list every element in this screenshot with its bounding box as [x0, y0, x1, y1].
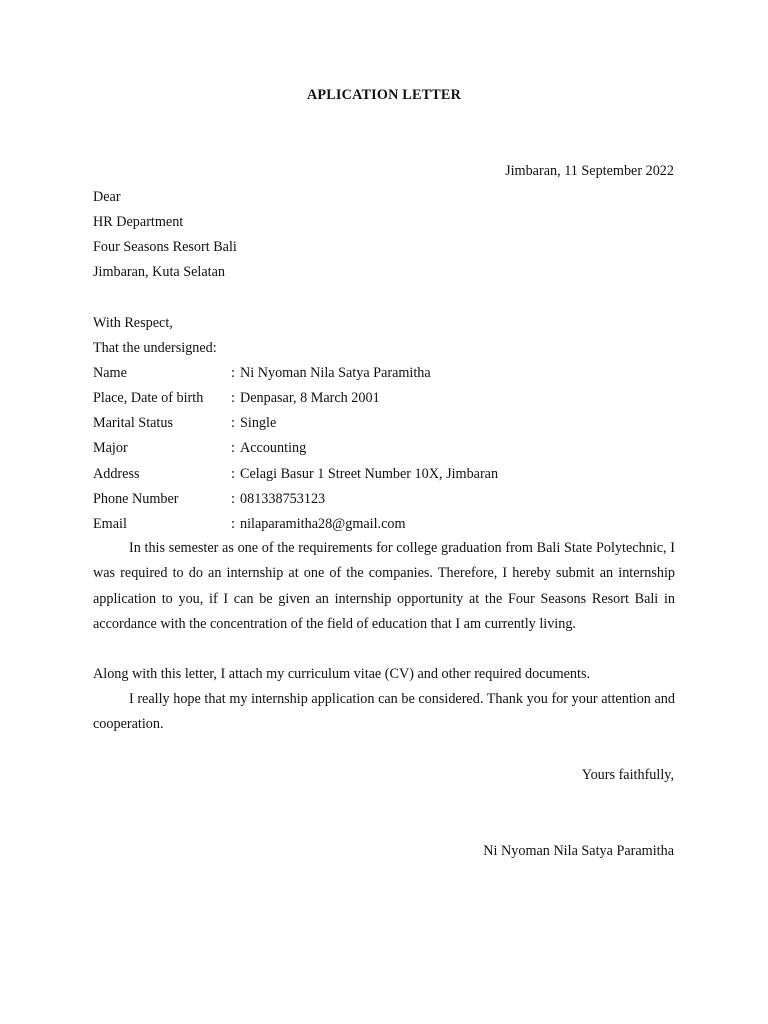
detail-row-email: Email : nilaparamitha28@gmail.com: [93, 516, 406, 532]
body-paragraph-1: [93, 536, 675, 637]
body-paragraph-2-text: Along with this letter, I attach my curriculum vitae (CV) and other required documents.: [93, 666, 591, 682]
recipient-location: Jimbaran, Kuta Selatan: [93, 264, 225, 280]
detail-label: Address: [93, 466, 140, 482]
detail-label: Major: [93, 440, 128, 456]
detail-row-major: Major : Accounting: [93, 440, 307, 456]
letter-date: Jimbaran, 11 September 2022: [505, 163, 674, 179]
detail-label: Place, Date of birth: [93, 390, 204, 406]
body-paragraph-3: [93, 687, 675, 738]
detail-value: nilaparamitha28@gmail.com: [240, 516, 406, 532]
detail-label: Email: [93, 516, 127, 532]
detail-value: Single: [240, 415, 277, 431]
body-paragraph-3-text: I really hope that my internship application can be considered. Thank you for your attention and cooperation.: [93, 691, 675, 733]
detail-value: 081338753123: [240, 491, 326, 507]
detail-value: Celagi Basur 1 Street Number 10X, Jimbaran: [240, 466, 499, 482]
detail-label: Name: [93, 365, 127, 381]
detail-label: Marital Status: [93, 415, 173, 431]
closing: Yours faithfully,: [581, 767, 674, 783]
detail-row-phone: Phone Number : 081338753123: [93, 491, 326, 507]
intro-line: That the undersigned:: [93, 340, 217, 356]
letter-title: APLICATION LETTER: [306, 87, 462, 103]
recipient-department: HR Department: [93, 214, 184, 230]
detail-value: Ni Nyoman Nila Satya Paramitha: [240, 365, 431, 381]
signature-name: Ni Nyoman Nila Satya Paramitha: [483, 843, 674, 859]
detail-row-marital-status: Marital Status : Single: [93, 415, 277, 431]
salutation: Dear: [93, 189, 121, 205]
detail-row-birth: Place, Date of birth : Denpasar, 8 March 2001: [93, 390, 380, 406]
recipient-company: Four Seasons Resort Bali: [93, 239, 237, 255]
detail-row-address: Address : Celagi Basur 1 Street Number 10X, Jimbaran: [93, 466, 499, 482]
detail-row-name: Name : Ni Nyoman Nila Satya Paramitha: [93, 365, 431, 381]
body-paragraph-2: [93, 662, 675, 687]
detail-value: Denpasar, 8 March 2001: [240, 390, 380, 406]
detail-value: Accounting: [240, 440, 307, 456]
body-paragraph-1-text: In this semester as one of the requirements for college graduation from Bali State Polytechnic, I was required to do an internship at one of the companies. Therefore, I hereby submit an internship application to you, if I can be given an internship opportunity at the Four Seasons Resort Bali in accordance with the concentration of the field of education that I am currently living.: [93, 540, 675, 632]
detail-label: Phone Number: [93, 491, 179, 507]
greeting: With Respect,: [93, 315, 173, 331]
